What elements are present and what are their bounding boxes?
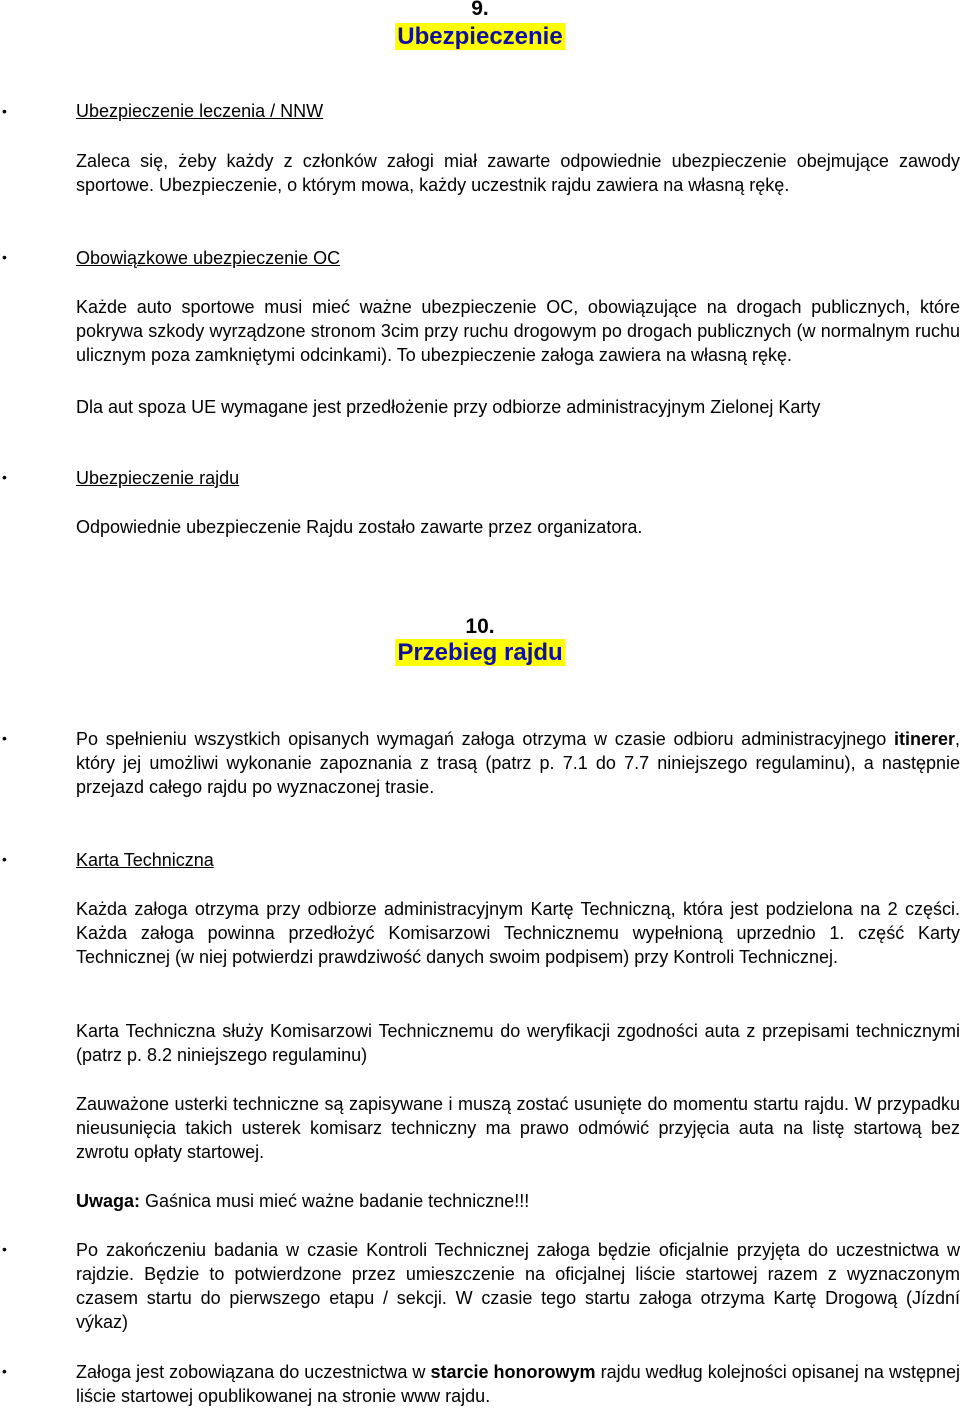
paragraph-honorary-start: [76, 1360, 960, 1408]
start-text-before: Załoga jest zobowiązana do uczestnictwa w: [76, 1362, 431, 1382]
itinerer-bold: itinerer: [893, 729, 955, 749]
paragraph-green-card: Dla aut spoza UE wymagane jest przedłożenie przy odbiorze administracyjnym Zielonej Karty: [76, 397, 821, 417]
paragraph-karta-3: Zauważone usterki techniczne są zapisywane i muszą zostać usunięte do momentu startu rajdu. W przypadku nieusunięcia takich usterek komisarz techniczny ma prawo odmówić przyjęcia auta na listę startową bez zwrotu opłaty startowej.: [76, 1094, 960, 1162]
section-10-title: [0, 638, 960, 668]
heading-nnw: Ubezpieczenie leczenia / NNW: [76, 101, 324, 121]
bullet-icon: •: [2, 103, 7, 119]
start-bold: starcie honorowym: [430, 1362, 596, 1382]
bullet-icon: •: [2, 851, 7, 867]
bullet-icon: •: [2, 730, 7, 746]
paragraph-oc: Każde auto sportowe musi mieć ważne ubezpieczenie OC, obowiązujące na drogach publicznych, które pokrywa szkody wyrządzone stronom 3cim przy ruchu drogowym po drogach publicznych (w normalnym ruchu ulicznym poza zamkniętymi odcinkami). To ubezpieczenie załoga zawiera na własną rękę.: [76, 297, 960, 365]
paragraph-after-tech: Po zakończeniu badania w czasie Kontroli Technicznej załoga będzie oficjalnie przyjęta do uczestnictwa w rajdzie. Będzie to potwierdzone przez umieszczenie na oficjalnej liście startowej razem z wyznaczonym czasem startu do pierwszego etapu / sekcji. W czasie tego startu załoga otrzyma Kartę Drogową (Jízdní výkaz): [76, 1240, 960, 1332]
bullet-icon: •: [2, 469, 7, 485]
section-9-title: [0, 22, 960, 52]
itinerer-text-after: , który jej umożliwi wykonanie zapoznania z trasą (patrz p. 7.1 do 7.7 niniejszego regulaminu), a następnie przejazd całego rajdu po wyznaczonej trasie.: [76, 729, 960, 797]
paragraph-nnw: Zaleca się, żeby każdy z członków załogi miał zawarte odpowiednie ubezpieczenie obejmujące zawody sportowe. Ubezpieczenie, o którym mowa, każdy uczestnik rajdu zawiera na własną rękę.: [76, 151, 960, 195]
paragraph-karta-1: Każda załoga otrzyma przy odbiorze administracyjnym Kartę Techniczną, która jest podzielona na 2 części. Każda załoga powinna przedłożyć Komisarzowi Technicznemu wypełnioną uprzednio 1. część Karty Technicznej (w niej potwierdzi prawdziwość danych swoim podpisem) przy Kontroli Technicznej.: [76, 899, 960, 967]
paragraph-karta-2: Karta Techniczna służy Komisarzowi Technicznemu do weryfikacji zgodności auta z przepisami technicznymi (patrz p. 8.2 niniejszego regulaminu): [76, 1021, 960, 1065]
bullet-icon: •: [2, 1241, 7, 1257]
paragraph-rally-insurance: Odpowiednie ubezpieczenie Rajdu zostało zawarte przez organizatora.: [76, 517, 643, 537]
paragraph-itinerer: [76, 727, 960, 799]
section-10-number: 10.: [465, 615, 495, 638]
warning-extinguisher: [76, 1189, 960, 1213]
warning-label: Uwaga:: [76, 1191, 141, 1211]
start-text-after: rajdu według kolejności opisanej na wstępnej liście startowej opublikowanej na stronie www rajdu.: [76, 1362, 960, 1406]
heading-oc: Obowiązkowe ubezpieczenie OC: [76, 248, 341, 268]
section-9-number: 9.: [471, 0, 489, 20]
section-9-title-text: Ubezpieczenie: [397, 23, 563, 50]
heading-rally-insurance: Ubezpieczenie rajdu: [76, 468, 240, 488]
warning-text: Gaśnica musi mieć ważne badanie techniczne!!!: [140, 1191, 530, 1211]
section-10-title-text: Przebieg rajdu: [397, 639, 563, 666]
bullet-icon: •: [2, 249, 7, 265]
bullet-icon: •: [2, 1363, 7, 1379]
itinerer-text-before: Po spełnieniu wszystkich opisanych wymagań załoga otrzyma w czasie odbioru administracyjnego: [76, 729, 894, 749]
heading-karta: Karta Techniczna: [76, 850, 214, 870]
